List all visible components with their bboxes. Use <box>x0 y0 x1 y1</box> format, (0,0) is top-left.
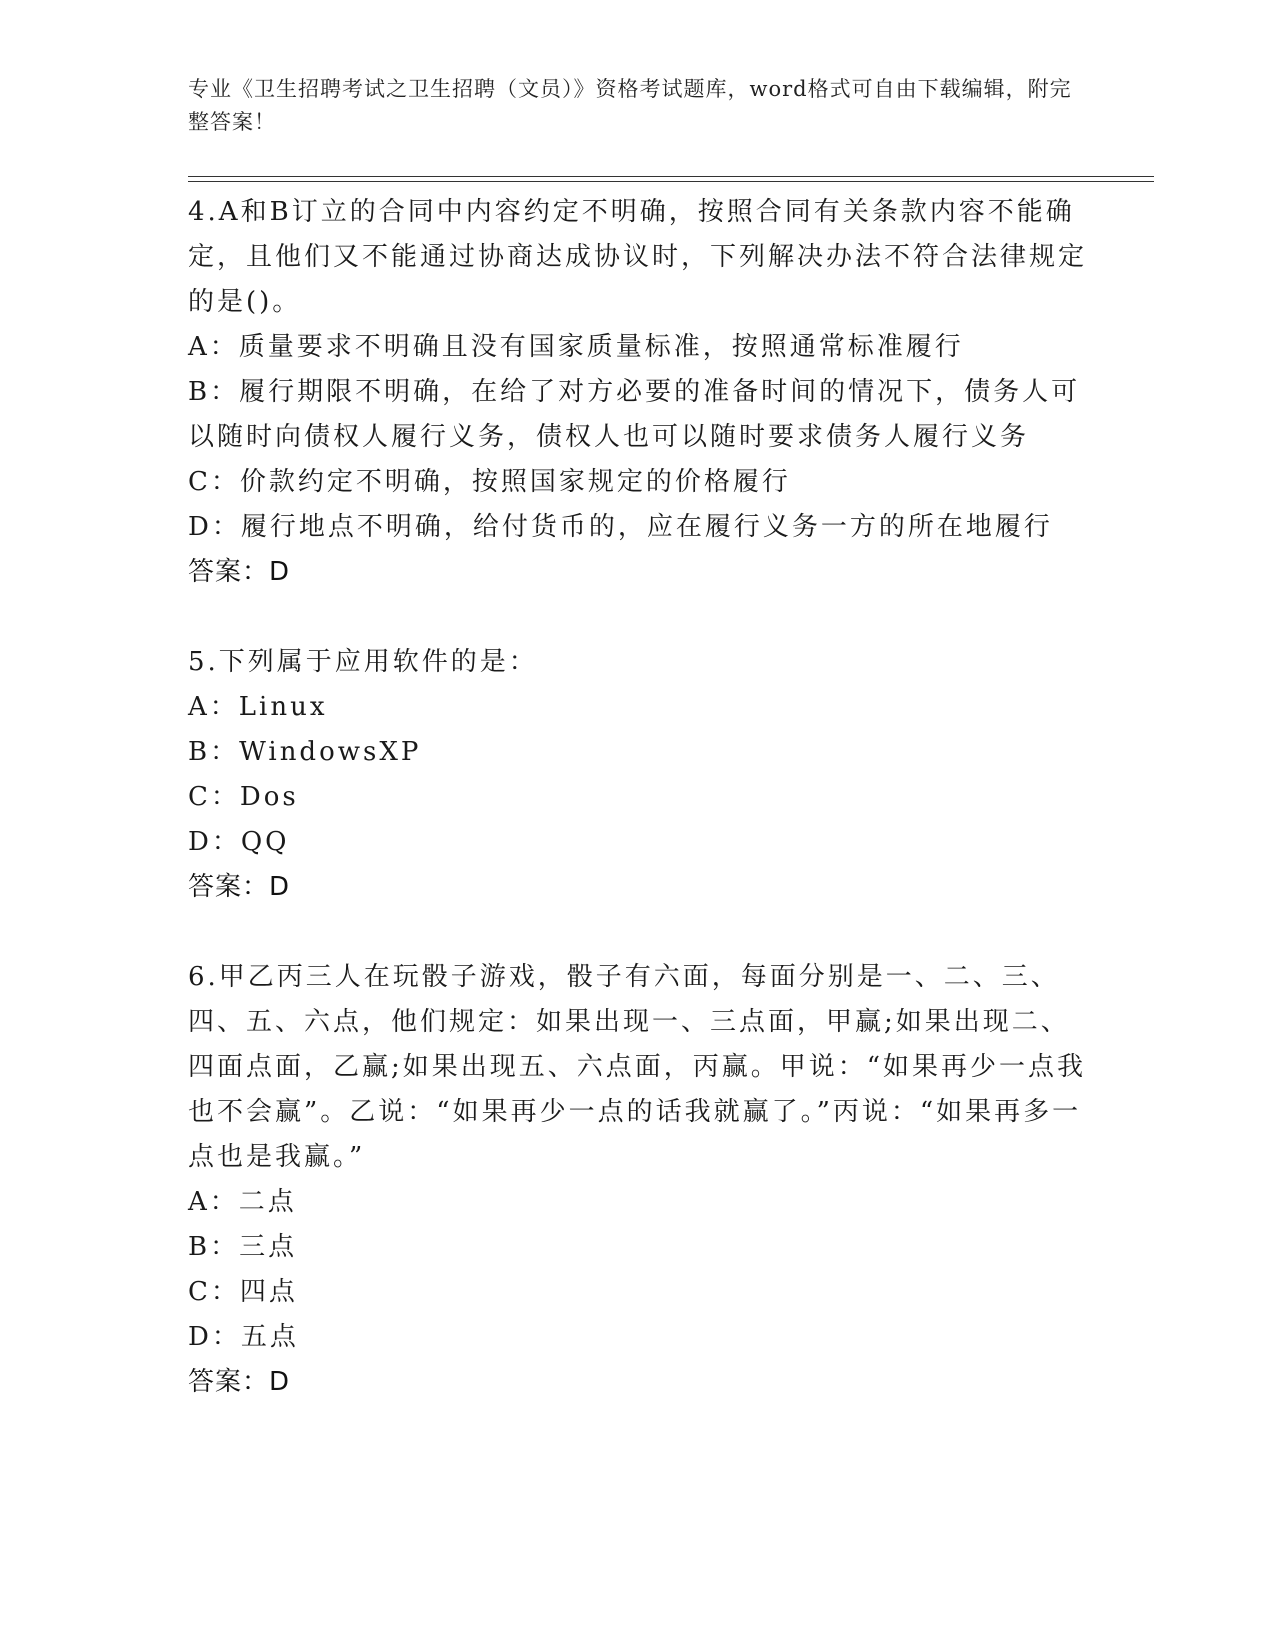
option-d: D：履行地点不明确，给付货币的，应在履行义务一方的所在地履行 <box>188 512 1053 542</box>
option-a: A：Linux <box>188 692 328 722</box>
option-c: C：价款约定不明确，按照国家规定的价格履行 <box>188 467 791 497</box>
option-b: B：WindowsXP <box>188 737 422 767</box>
question-stem: 4.A和B订立的合同中内容约定不明确，按照合同有关条款内容不能确定，且他们又不能通过协商达成协议时，下列解决办法不符合法律规定的是()。 <box>188 197 1088 317</box>
option-b: B：履行期限不明确，在给了对方必要的准备时间的情况下，债务人可以随时向债权人履行义务，债权人也可以随时要求债务人履行义务 <box>188 377 1081 452</box>
option-a: A：二点 <box>188 1187 297 1217</box>
option-d: D：QQ <box>188 827 290 857</box>
question-list <box>188 190 1088 1405</box>
option-c: C：Dos <box>188 782 299 812</box>
question-6 <box>188 955 1088 1405</box>
answer: 答案：D <box>188 872 291 902</box>
spacer <box>188 910 1088 955</box>
question-4 <box>188 190 1088 595</box>
option-b: B：三点 <box>188 1232 298 1262</box>
option-a: A：质量要求不明确且没有国家质量标准，按照通常标准履行 <box>188 332 964 362</box>
option-c: C：四点 <box>188 1277 298 1307</box>
answer: 答案：D <box>188 1367 291 1397</box>
header-rule-bottom <box>188 181 1154 182</box>
question-5 <box>188 640 1088 910</box>
option-d: D：五点 <box>188 1322 299 1352</box>
question-stem: 5.下列属于应用软件的是： <box>188 647 538 677</box>
spacer <box>188 595 1088 640</box>
header-rule-top <box>188 176 1154 177</box>
answer: 答案：D <box>188 557 291 587</box>
question-stem: 6.甲乙丙三人在玩骰子游戏，骰子有六面，每面分别是一、二、三、四、五、六点，他们规定：如果出现一、三点面，甲赢;如果出现二、四面点面，乙赢;如果出现五、六点面，丙赢。甲说：“如果再少一点我也不会赢”。乙说：“如果再少一点的话我就赢了。”丙说：“如果再多一点也是我赢。” <box>188 962 1087 1172</box>
document-header: 专业《卫生招聘考试之卫生招聘（文员）》资格考试题库，word格式可自由下载编辑，附完整答案！ <box>188 77 1072 134</box>
